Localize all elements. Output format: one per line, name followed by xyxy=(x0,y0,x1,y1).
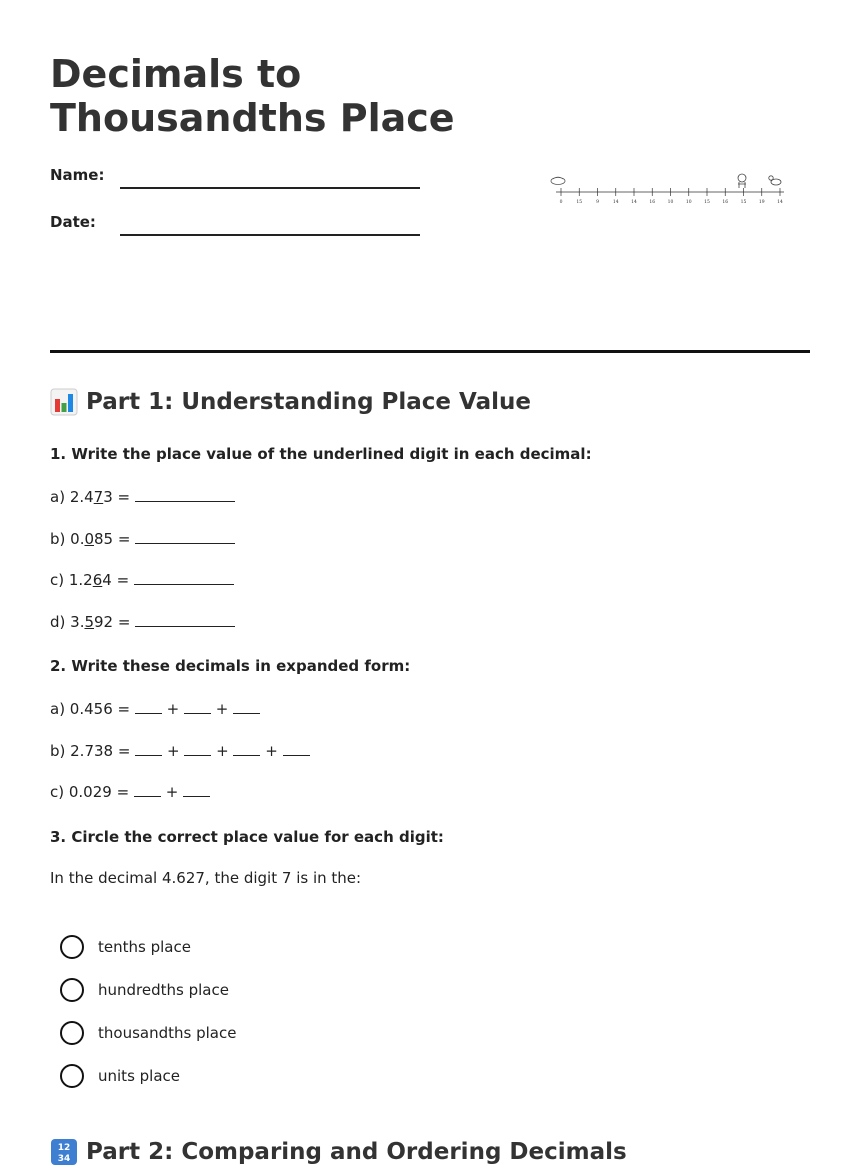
radio-circle[interactable] xyxy=(60,978,84,1002)
answer-blank[interactable] xyxy=(135,529,235,544)
answer-blank[interactable] xyxy=(135,741,162,756)
sleeping-figure-icon xyxy=(551,177,565,185)
number-line-tick-label: 14 xyxy=(612,200,619,205)
number-line-tick-label: 10 xyxy=(685,200,692,205)
bar-chart-icon xyxy=(50,388,78,416)
option-label: tenths place xyxy=(98,938,191,956)
number-line-tick-label: 16 xyxy=(722,200,729,205)
option-tenths[interactable] xyxy=(60,935,191,959)
option-label: units place xyxy=(98,1067,181,1085)
answer-blank[interactable] xyxy=(135,487,235,502)
number-line-tick-label: 15 xyxy=(576,200,583,205)
q2-decimal-text: c) 0.029 = xyxy=(50,783,134,801)
duck-figure-icon xyxy=(769,176,781,185)
answer-blank[interactable] xyxy=(135,699,162,714)
option-label: thousandths place xyxy=(98,1024,237,1042)
option-units[interactable] xyxy=(60,1064,180,1088)
answer-blank[interactable] xyxy=(233,741,260,756)
question-1-prompt: 1. Write the place value of the underlined digit in each decimal: xyxy=(50,445,592,463)
q2-item-c xyxy=(50,782,210,801)
answer-blank[interactable] xyxy=(135,612,235,627)
plus-sign: + xyxy=(162,742,185,760)
q1-item-c: c) 1.264 = xyxy=(50,570,234,589)
part2-title: Part 2: Comparing and Ordering Decimals xyxy=(86,1139,627,1165)
answer-blank[interactable] xyxy=(134,782,161,797)
option-hundredths[interactable] xyxy=(60,978,229,1002)
section-divider xyxy=(50,350,810,353)
date-field[interactable] xyxy=(120,234,420,236)
plus-sign: + xyxy=(161,700,184,718)
radio-circle[interactable] xyxy=(60,935,84,959)
plus-sign: + xyxy=(260,742,283,760)
option-thousandths[interactable] xyxy=(60,1021,236,1045)
number-line-tick-label: 15 xyxy=(740,200,747,205)
q1-item-b: b) 0.085 = xyxy=(50,529,235,548)
radio-circle[interactable] xyxy=(60,1064,84,1088)
q2-item-b xyxy=(50,741,310,760)
number-line-tick-label: 0 xyxy=(559,200,563,205)
number-line-tick-label: 14 xyxy=(631,200,637,205)
answer-blank[interactable] xyxy=(184,741,211,756)
q2-decimal-text: b) 2.738 = xyxy=(50,742,136,760)
number-line-tick-label: 14 xyxy=(777,200,783,205)
q2-item-a xyxy=(50,699,260,718)
part1-heading xyxy=(50,388,531,416)
numbers-1234-icon xyxy=(50,1138,78,1166)
q2-decimal-text: a) 0.456 = xyxy=(50,700,135,718)
part1-title: Part 1: Understanding Place Value xyxy=(86,389,531,415)
part2-heading xyxy=(50,1138,627,1166)
plus-sign: + xyxy=(160,783,184,801)
option-label: hundredths place xyxy=(98,981,229,999)
radio-circle[interactable] xyxy=(60,1021,84,1045)
child-figure-icon xyxy=(738,174,746,188)
question-2-prompt: 2. Write these decimals in expanded form: xyxy=(50,657,411,675)
number-line-illustration xyxy=(548,170,788,210)
plus-sign: + xyxy=(210,700,234,718)
answer-blank[interactable] xyxy=(233,699,260,714)
q1-item-a: a) 2.473 = xyxy=(50,487,235,506)
name-label: Name: xyxy=(50,166,105,184)
answer-blank[interactable] xyxy=(134,570,234,585)
answer-blank[interactable] xyxy=(283,741,310,756)
svg-text:12: 12 xyxy=(57,1143,71,1153)
number-line-tick-label: 10 xyxy=(667,200,674,205)
question-3-statement: In the decimal 4.627, the digit 7 is in the: xyxy=(50,869,362,887)
q1-item-d: d) 3.592 = xyxy=(50,612,235,631)
question-3-prompt: 3. Circle the correct place value for each digit: xyxy=(50,828,444,846)
number-line-tick-label: 9 xyxy=(596,200,599,205)
number-line-tick-label: 16 xyxy=(649,200,656,205)
name-field[interactable] xyxy=(120,187,420,189)
plus-sign: + xyxy=(211,742,234,760)
answer-blank[interactable] xyxy=(183,782,210,797)
date-label: Date: xyxy=(50,213,96,231)
worksheet-title: Decimals to Thousandths Place xyxy=(50,52,455,140)
answer-blank[interactable] xyxy=(184,699,211,714)
number-line-tick-label: 15 xyxy=(704,200,710,205)
number-line-tick-label: 19 xyxy=(758,200,765,205)
svg-text:34: 34 xyxy=(57,1154,71,1164)
